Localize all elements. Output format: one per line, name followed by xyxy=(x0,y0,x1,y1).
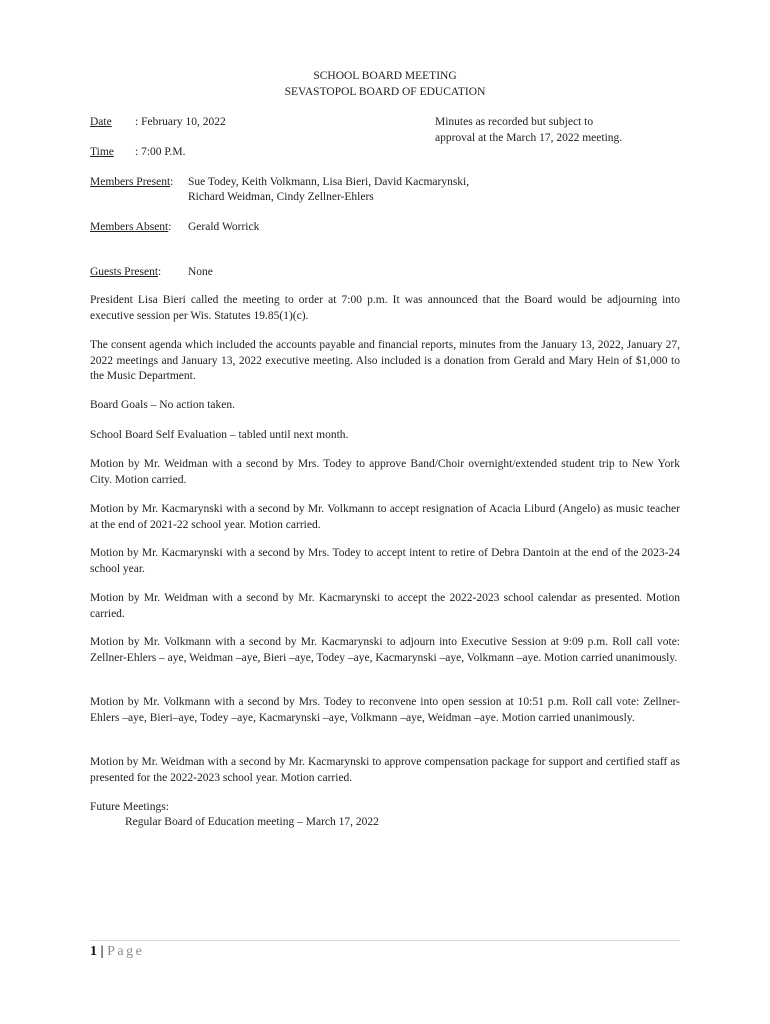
guests-present-value: None xyxy=(188,266,213,278)
paragraph-motion-trip: Motion by Mr. Weidman with a second by Mrs. Todey to approve Band/Choir overnight/extended student trip to New York City. Motion carried. xyxy=(90,458,680,486)
members-present-line1: Sue Todey, Keith Volkmann, Lisa Bieri, David Kacmarynski, xyxy=(188,176,470,188)
page-label: Page xyxy=(107,944,145,959)
members-present-label: Members Present xyxy=(90,176,171,188)
paragraph-motion-compensation: Motion by Mr. Weidman with a second by Mr. Kacmarynski to approve compensation package for support and certified staff as presented for the 2022-2023 school year. Motion carried. xyxy=(90,756,680,784)
paragraph-motion-resignation: Motion by Mr. Kacmarynski with a second by Mr. Volkmann to accept resignation of Acacia Liburd (Angelo) as music teacher at the end of 2021-22 school year. Motion carried. xyxy=(90,503,680,531)
page-number: 1 xyxy=(90,944,97,959)
paragraph-call-to-order: President Lisa Bieri called the meeting to order at 7:00 p.m. It was announced that the Board would be adjourning into executive session per Wis. Statutes 19.85(1)(c). xyxy=(90,294,680,322)
members-absent-colon: : xyxy=(168,221,172,233)
paragraph-consent-agenda: The consent agenda which included the accounts payable and financial reports, minutes from the January 13, 2022, January 27, 2022 meetings and January 13, 2022 executive meeting. Also included is a donation from Gerald and Mary Hein of $1,000 to the Music Department. xyxy=(90,339,680,382)
future-meeting-item: Regular Board of Education meeting – March 17, 2022 xyxy=(125,816,379,828)
header-title-line1: SCHOOL BOARD MEETING xyxy=(313,70,457,82)
guests-present-label: Guests Present xyxy=(90,266,159,278)
members-absent-row xyxy=(90,220,171,235)
approval-note-line2: approval at the March 17, 2022 meeting. xyxy=(435,132,623,144)
paragraph-board-goals: Board Goals – No action taken. xyxy=(90,399,235,411)
members-present-colon: : xyxy=(170,176,174,188)
paragraph-self-evaluation: School Board Self Evaluation – tabled until next month. xyxy=(90,429,349,441)
date-label: Date xyxy=(90,116,112,128)
approval-note-line1: Minutes as recorded but subject to xyxy=(435,116,594,128)
footer-divider xyxy=(90,940,680,941)
page-separator: | xyxy=(97,944,108,959)
members-present-row xyxy=(90,175,173,190)
guests-present-colon: : xyxy=(158,266,162,278)
paragraph-motion-calendar: Motion by Mr. Weidman with a second by Mr. Kacmarynski to accept the 2022-2023 school calendar as presented. Motion carried. xyxy=(90,592,680,620)
paragraph-motion-retire: Motion by Mr. Kacmarynski with a second by Mrs. Todey to accept intent to retire of Debra Dantoin at the end of the 2023-24 school year. xyxy=(90,547,680,575)
paragraph-motion-executive-session: Motion by Mr. Volkmann with a second by Mr. Kacmarynski to adjourn into Executive Session at 9:09 p.m. Roll call vote: Zellner-Ehlers – aye, Weidman –aye, Bieri –aye, Todey –aye, Kacmarynski –aye, Volkmann –aye. Motion carried unanimously. xyxy=(90,636,680,664)
header-title-line2: SEVASTOPOL BOARD OF EDUCATION xyxy=(284,86,486,98)
time-label: Time xyxy=(90,146,114,158)
time-value: : 7:00 P.M. xyxy=(135,146,186,158)
guests-present-row xyxy=(90,265,161,280)
paragraph-motion-reconvene: Motion by Mr. Volkmann with a second by Mrs. Todey to reconvene into open session at 10:51 p.m. Roll call vote: Zellner-Ehlers –aye, Bieri–aye, Todey –aye, Kacmarynski –aye, Volkmann –aye, Weidman –aye. Motion carried unanimously. xyxy=(90,696,680,724)
future-meetings-heading: Future Meetings: xyxy=(90,801,169,813)
date-value: : February 10, 2022 xyxy=(135,116,226,128)
members-present-line2: Richard Weidman, Cindy Zellner-Ehlers xyxy=(188,191,374,203)
page-footer xyxy=(90,943,144,961)
members-absent-value: Gerald Worrick xyxy=(188,221,260,233)
members-absent-label: Members Absent xyxy=(90,221,169,233)
